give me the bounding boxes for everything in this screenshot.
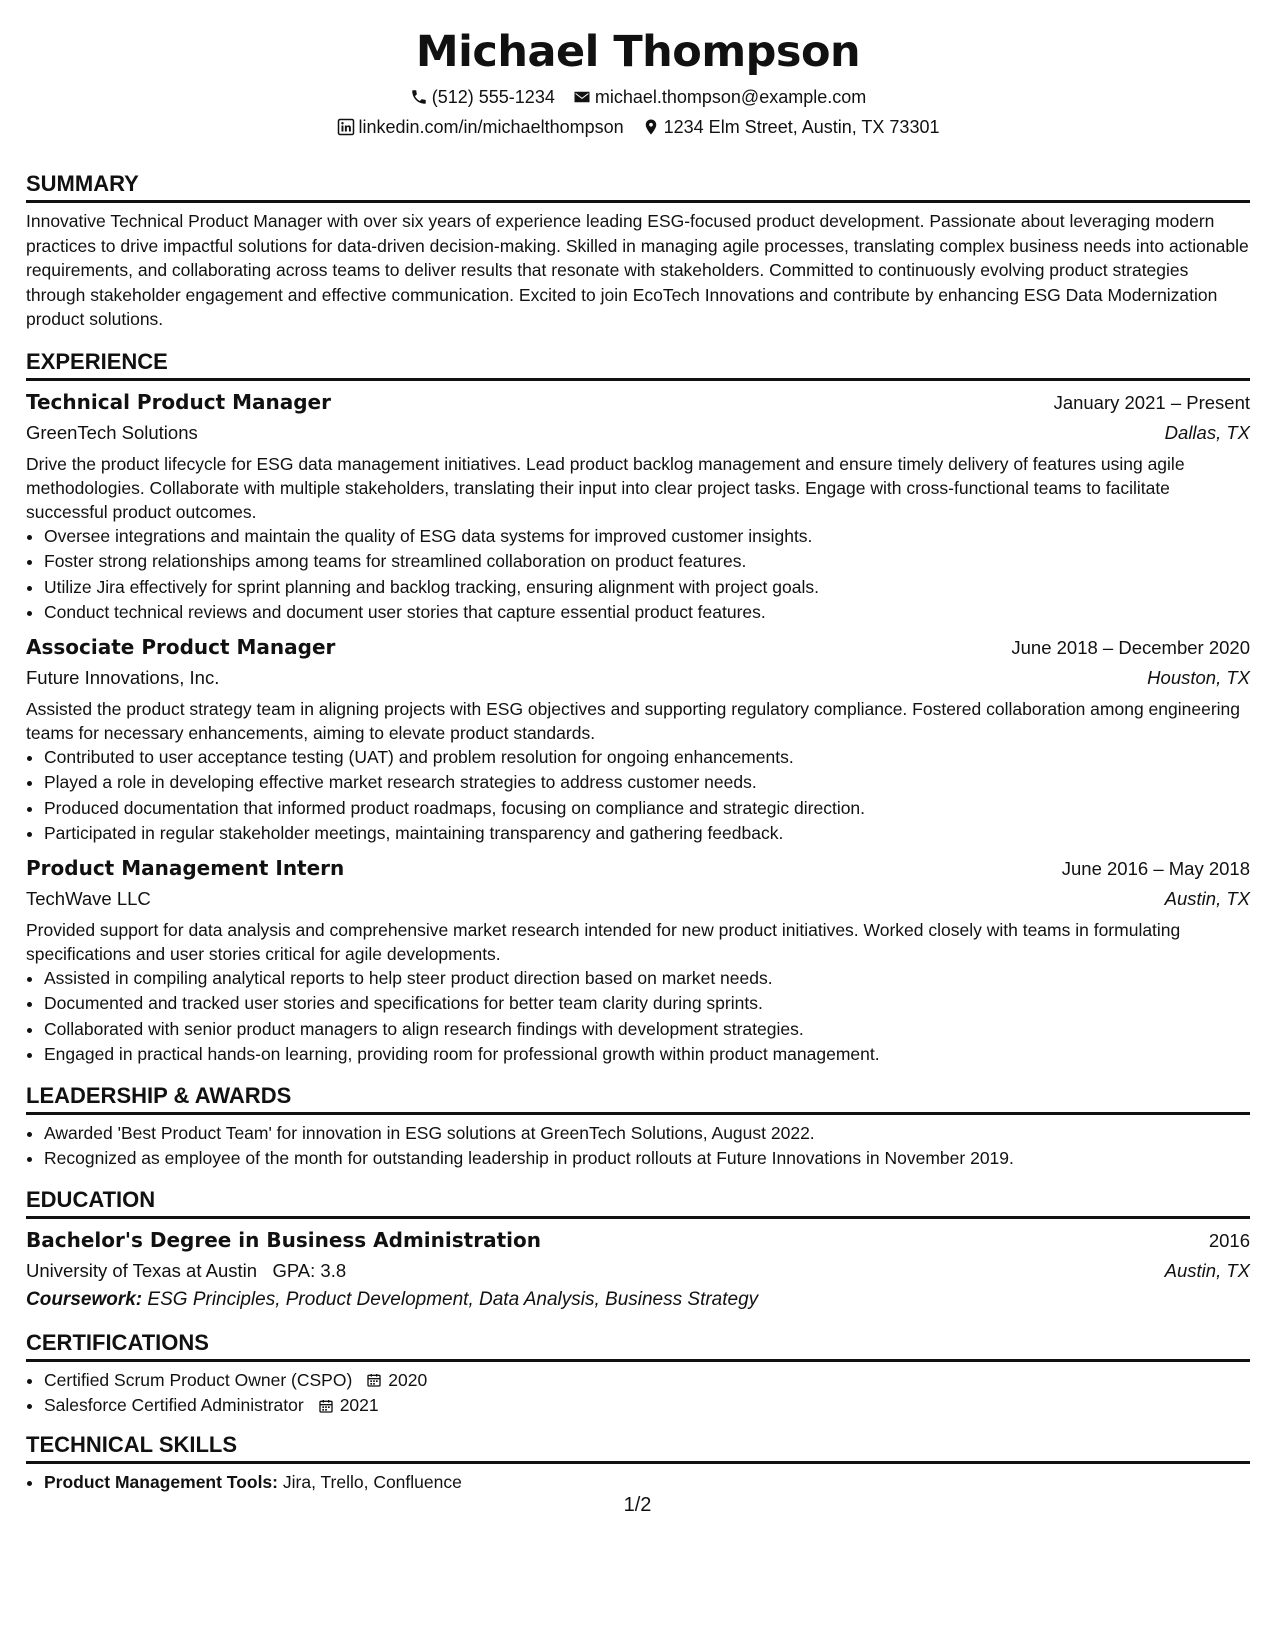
list-item [44,1368,1250,1394]
list-item: • Participated in regular stakeholder meetings, maintaining transparency and gathering feedback. [44,821,1250,847]
list-item [44,1470,1250,1496]
list-item: • Utilize Jira effectively for sprint planning and backlog tracking, ensuring alignment with project goals. [44,575,1250,601]
list-item: • Contributed to user acceptance testing (UAT) and problem resolution for ongoing enhancements. [44,745,1250,771]
school-name: University of Texas at Austin [26,1259,258,1281]
certifications-heading: CERTIFICATIONS [26,1329,1250,1362]
list-item: • Engaged in practical hands-on learning, providing room for professional growth within product management. [44,1042,1250,1068]
coursework-label: Coursework: [26,1288,143,1310]
calendar-icon [358,1372,382,1388]
list-item: • Recognized as employee of the month for outstanding leadership in product rollouts at Future Innovations in November 2019. [44,1146,1250,1172]
education-section [26,1186,1250,1315]
skill-label: Product Management Tools: [44,1471,278,1492]
job-location: Austin, TX [1164,887,1250,909]
job-description: Provided support for data analysis and comprehensive market research intended for new product initiatives. Worked closely with teams in formulating specifications and user stories critical for agile developments. [26,919,1181,964]
address-contact [642,112,940,142]
graduation-year: 2016 [1208,1229,1250,1251]
leadership-section [26,1082,1250,1172]
job-bullets [26,524,1250,626]
resume-page [26,18,1250,1495]
experience-section [26,348,1250,1068]
certification-year: 2021 [339,1395,379,1415]
job-entry [26,853,1250,1068]
degree-title: Bachelor's Degree in Business Administration [26,1227,541,1252]
address-text: 1234 Elm Street, Austin, TX 73301 [663,117,940,137]
skills-section [26,1431,1250,1496]
summary-section [26,170,1250,332]
job-title: Product Management Intern [26,855,345,880]
leadership-list [26,1121,1250,1172]
coursework-list: ESG Principles, Product Development, Data Analysis, Business Strategy [147,1288,759,1310]
education-heading: EDUCATION [26,1186,1250,1219]
job-title: Associate Product Manager [26,634,336,659]
list-item: • Assisted in compiling analytical reports to help steer product direction based on market needs. [44,966,1250,992]
list-item: • Documented and tracked user stories and specifications for better team clarity during sprints. [44,991,1250,1017]
phone-text[interactable]: (512) 555-1234 [431,87,555,107]
summary-heading: SUMMARY [26,170,1250,203]
certifications-section [26,1329,1250,1419]
list-item: • Oversee integrations and maintain the quality of ESG data systems for improved customer insights. [44,524,1250,550]
certification-name: • Salesforce Certified Administrator [44,1395,304,1415]
list-item: • Collaborated with senior product managers to align research findings with development strategies. [44,1017,1250,1043]
contact-row-2 [26,112,1250,142]
summary-text: Innovative Technical Product Manager with over six years of experience leading ESG-focused product development. Passionate about leveraging modern practices to drive impactful solutions for data-driven decision-making. Skilled in managing agile processes, translating complex business needs into actionable requirements, and collaborating across teams to deliver results that resonate with stakeholders. Committed to continuously evolving product strategies through stakeholder engagement and effective communication. Excited to join EcoTech Innovations and contribute by enhancing ESG Data Modernization product solutions. [26,211,1249,329]
gpa: GPA: 3.8 [272,1259,347,1281]
candidate-name: Michael Thompson [415,27,861,77]
experience-heading: EXPERIENCE [26,348,1250,381]
contact-row-1 [26,82,1250,112]
job-dates: June 2016 – May 2018 [1061,857,1250,879]
list-item [44,1393,1250,1419]
linkedin-icon [337,118,355,136]
email-contact [573,82,866,112]
envelope-icon [573,88,591,106]
job-location: Houston, TX [1147,666,1250,688]
skills-list [26,1470,1250,1496]
calendar-icon [310,1398,334,1414]
page-number: 1/2 [623,1494,652,1516]
school-location: Austin, TX [1164,1259,1250,1281]
list-item: • Awarded 'Best Product Team' for innovation in ESG solutions at GreenTech Solutions, August 2022. [44,1121,1250,1147]
leadership-heading: LEADERSHIP & AWARDS [26,1082,1250,1115]
job-title: Technical Product Manager [26,389,331,414]
list-item: • Played a role in developing effective market research strategies to address customer needs. [44,770,1250,796]
job-entry [26,632,1250,847]
coursework [26,1285,1250,1315]
job-description: Assisted the product strategy team in aligning projects with ESG objectives and supporting regulatory compliance. Fostered collaboration among engineering teams for necessary enhancements, aiming to elevate product standards. [26,698,1241,743]
phone-icon [410,88,428,106]
job-description: Drive the product lifecycle for ESG data management initiatives. Lead product backlog management and ensure timely delivery of features using agile methodologies. Collaborate with multiple stakeholders, translating their input into clear project tasks. Engage with cross-functional teams to facilitate successful product outcomes. [26,453,1185,522]
skill-value: Jira, Trello, Confluence [282,1471,462,1492]
certification-name: • Certified Scrum Product Owner (CSPO) [44,1369,353,1390]
job-location: Dallas, TX [1164,421,1250,443]
job-dates: June 2018 – December 2020 [1011,636,1250,658]
email-link[interactable]: michael.thompson@example.com [594,87,867,107]
list-item: • Foster strong relationships among teams for streamlined collaboration on product features. [44,549,1250,575]
school-name-gpa [26,1256,346,1285]
job-company: GreenTech Solutions [26,421,198,443]
map-pin-icon [642,118,660,136]
linkedin-link[interactable]: linkedin.com/in/michaelthompson [358,117,624,137]
list-item: • Produced documentation that informed product roadmaps, focusing on compliance and strategic direction. [44,796,1250,822]
skills-heading: TECHNICAL SKILLS [26,1431,1250,1464]
certification-year: 2020 [388,1369,428,1390]
job-bullets [26,745,1250,847]
certifications-list [26,1368,1250,1419]
job-dates: January 2021 – Present [1053,391,1250,413]
job-company: Future Innovations, Inc. [26,666,220,688]
list-item: • Conduct technical reviews and document user stories that capture essential product features. [44,600,1250,626]
job-company: TechWave LLC [26,887,151,909]
job-entry [26,387,1250,626]
phone-contact [410,82,555,112]
linkedin-contact [337,112,624,142]
job-bullets [26,966,1250,1068]
